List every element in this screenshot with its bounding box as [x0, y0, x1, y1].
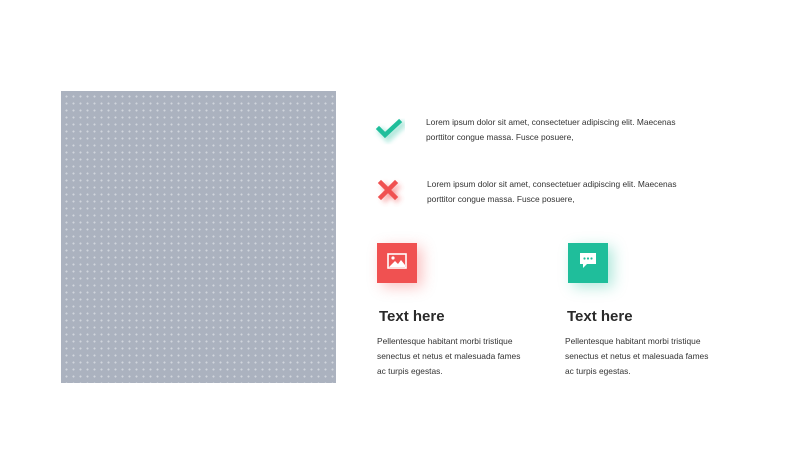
feature-tile	[568, 243, 608, 283]
feature-chat	[565, 243, 725, 379]
cross-icon	[373, 175, 405, 207]
check-icon	[373, 113, 405, 145]
bullet-text: Lorem ipsum dolor sit amet, consectetuer adipiscing elit. Maecenas porttitor congue massa. Fusce posuere,	[427, 179, 677, 204]
image-placeholder	[61, 91, 336, 383]
feature-heading: Text here	[567, 308, 633, 325]
feature-body: Pellentesque habitant morbi tristique senectus et netus et malesuada fames ac turpis egestas.	[377, 336, 521, 376]
feature-heading: Text here	[379, 308, 445, 325]
feature-image	[377, 243, 537, 379]
feature-body: Pellentesque habitant morbi tristique senectus et netus et malesuada fames ac turpis egestas.	[565, 336, 709, 376]
feature-tile	[377, 243, 417, 283]
bullet-item-cross	[373, 173, 703, 213]
chat-bubble-icon	[578, 252, 598, 275]
image-icon	[387, 253, 407, 274]
bullet-item-check	[373, 111, 703, 151]
bullet-text: Lorem ipsum dolor sit amet, consectetuer adipiscing elit. Maecenas porttitor congue massa. Fusce posuere,	[426, 117, 676, 142]
